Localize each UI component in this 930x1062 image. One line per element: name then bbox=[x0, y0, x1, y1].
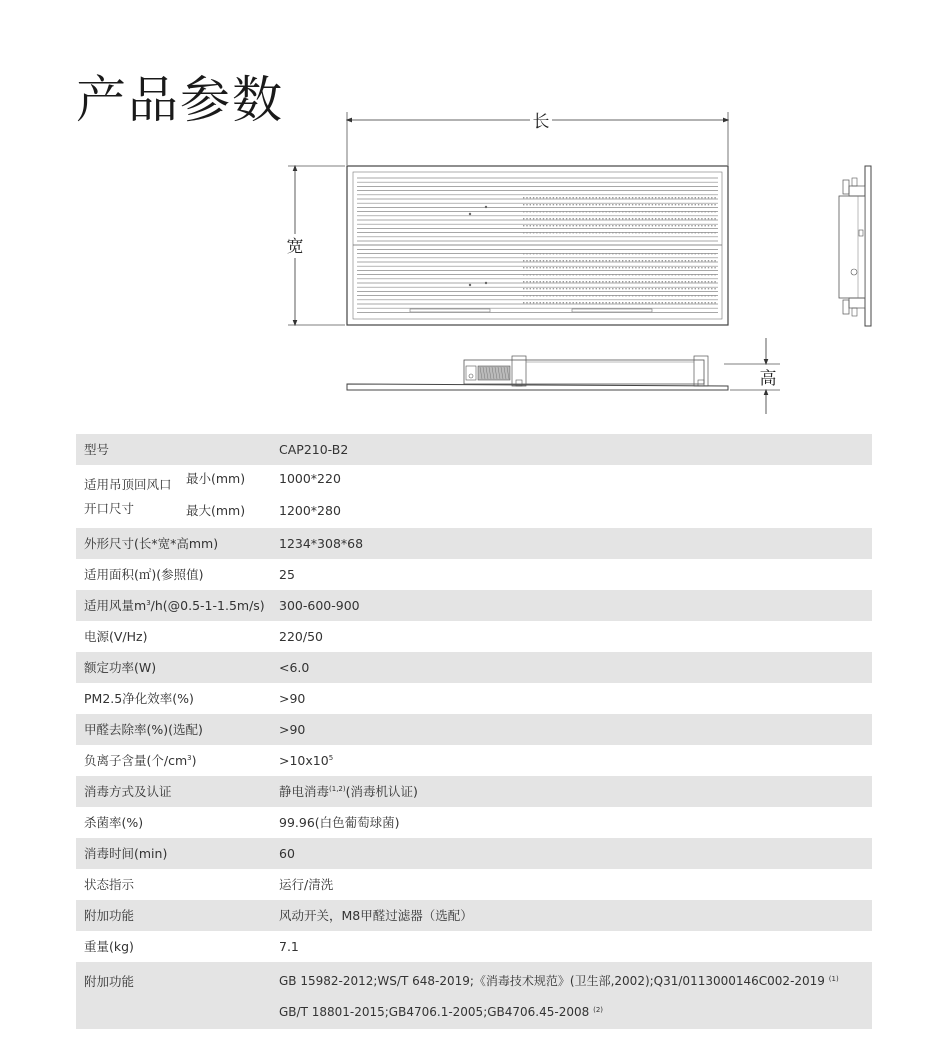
spec-label: 额定功率(W) bbox=[84, 660, 157, 675]
spec-value: 25 bbox=[279, 567, 295, 582]
length-label: 长 bbox=[532, 112, 550, 132]
spec-row-anion bbox=[76, 745, 872, 776]
spec-value: 静电消毒$^{(1,2)}$(消毒机认证) bbox=[279, 784, 418, 799]
spec-value: 运行/清洗 bbox=[279, 877, 334, 892]
spec-label: 适用吊顶回风口 bbox=[84, 477, 172, 492]
spec-row-dimensions bbox=[76, 528, 872, 559]
spec-value: <6.0 bbox=[279, 660, 310, 675]
spec-row-weight bbox=[76, 931, 872, 962]
spec-label: 适用风量$m^3/h(@0.5-1-1.5m/s)$ bbox=[84, 598, 265, 613]
spec-label: 适用面积(㎡)(参照值) bbox=[84, 567, 204, 582]
spec-row-area bbox=[76, 559, 872, 590]
grille-front-view bbox=[347, 166, 728, 325]
spec-value: 1234*308*68 bbox=[279, 536, 364, 551]
spec-value: 220/50 bbox=[279, 629, 323, 644]
spec-label: 电源(V/Hz) bbox=[84, 629, 148, 644]
spec-row-rated-power bbox=[76, 652, 872, 683]
spec-value-standards-line1: GB 15982-2012;WS/T 648-2019;《消毒技术规范》(卫生部,2002);Q31/0113000146C002-2019 $^{(1)}$ bbox=[279, 974, 839, 988]
length-dimension bbox=[347, 110, 728, 165]
width-dimension bbox=[284, 166, 345, 325]
height-dimension bbox=[724, 338, 780, 414]
spec-value-max: 1200*280 bbox=[279, 503, 341, 518]
spec-label: 型号 bbox=[84, 442, 110, 457]
spec-sublabel-max: 最大(mm) bbox=[186, 503, 246, 518]
spec-label: 附加功能 bbox=[84, 908, 135, 923]
spec-label: 负离子含量(个$/cm^3$) bbox=[84, 753, 197, 768]
page-title: 产品参数 bbox=[76, 71, 284, 129]
spec-table bbox=[76, 434, 872, 1029]
spec-label: 甲醛去除率(%)(选配) bbox=[84, 722, 203, 737]
spec-label: 杀菌率(%) bbox=[84, 815, 144, 830]
spec-row-model bbox=[76, 434, 872, 465]
spec-value: >90 bbox=[279, 722, 306, 737]
spec-value: $>10x10^5$ bbox=[279, 753, 334, 768]
grille-top-view bbox=[347, 356, 728, 390]
grille-side-view bbox=[839, 166, 871, 326]
spec-value-min: 1000*220 bbox=[279, 471, 341, 486]
spec-row-airflow bbox=[76, 590, 872, 621]
spec-row-sterilization bbox=[76, 807, 872, 838]
spec-row-disinfection bbox=[76, 776, 872, 807]
spec-value: 99.96(白色葡萄球菌) bbox=[279, 815, 400, 830]
spec-value: 7.1 bbox=[279, 939, 299, 954]
spec-label: 外形尺寸(长*宽*高mm) bbox=[84, 536, 219, 551]
spec-row-status bbox=[76, 869, 872, 900]
spec-value: 60 bbox=[279, 846, 295, 861]
spec-row-pm25 bbox=[76, 683, 872, 714]
height-label: 高 bbox=[759, 369, 777, 389]
spec-value-standards-line2: GB/T 18801-2015;GB4706.1-2005;GB4706.45-2008 $^{(2)}$ bbox=[279, 1005, 604, 1019]
spec-row-formaldehyde bbox=[76, 714, 872, 745]
spec-label: PM2.5净化效率(%) bbox=[84, 691, 194, 706]
spec-row-standards bbox=[76, 962, 872, 1029]
spec-value: 300-600-900 bbox=[279, 598, 360, 613]
spec-row-power-supply bbox=[76, 621, 872, 652]
spec-label: 重量(kg) bbox=[84, 939, 134, 954]
spec-label: 状态指示 bbox=[84, 877, 135, 892]
spec-label: 开口尺寸 bbox=[84, 501, 135, 516]
spec-row-disinfect-time bbox=[76, 838, 872, 869]
spec-row-opening-size bbox=[76, 465, 872, 528]
spec-value: 风动开关，M8甲醛过滤器（选配） bbox=[279, 908, 473, 923]
spec-value: CAP210-B2 bbox=[279, 442, 349, 457]
product-technical-drawing bbox=[0, 0, 930, 430]
spec-label: 消毒方式及认证 bbox=[84, 784, 172, 799]
spec-row-extra-functions bbox=[76, 900, 872, 931]
spec-value: >90 bbox=[279, 691, 306, 706]
width-label: 宽 bbox=[286, 237, 304, 257]
spec-label: 附加功能 bbox=[84, 974, 135, 989]
spec-sublabel-min: 最小(mm) bbox=[186, 471, 246, 486]
spec-label: 消毒时间(min) bbox=[84, 846, 168, 861]
